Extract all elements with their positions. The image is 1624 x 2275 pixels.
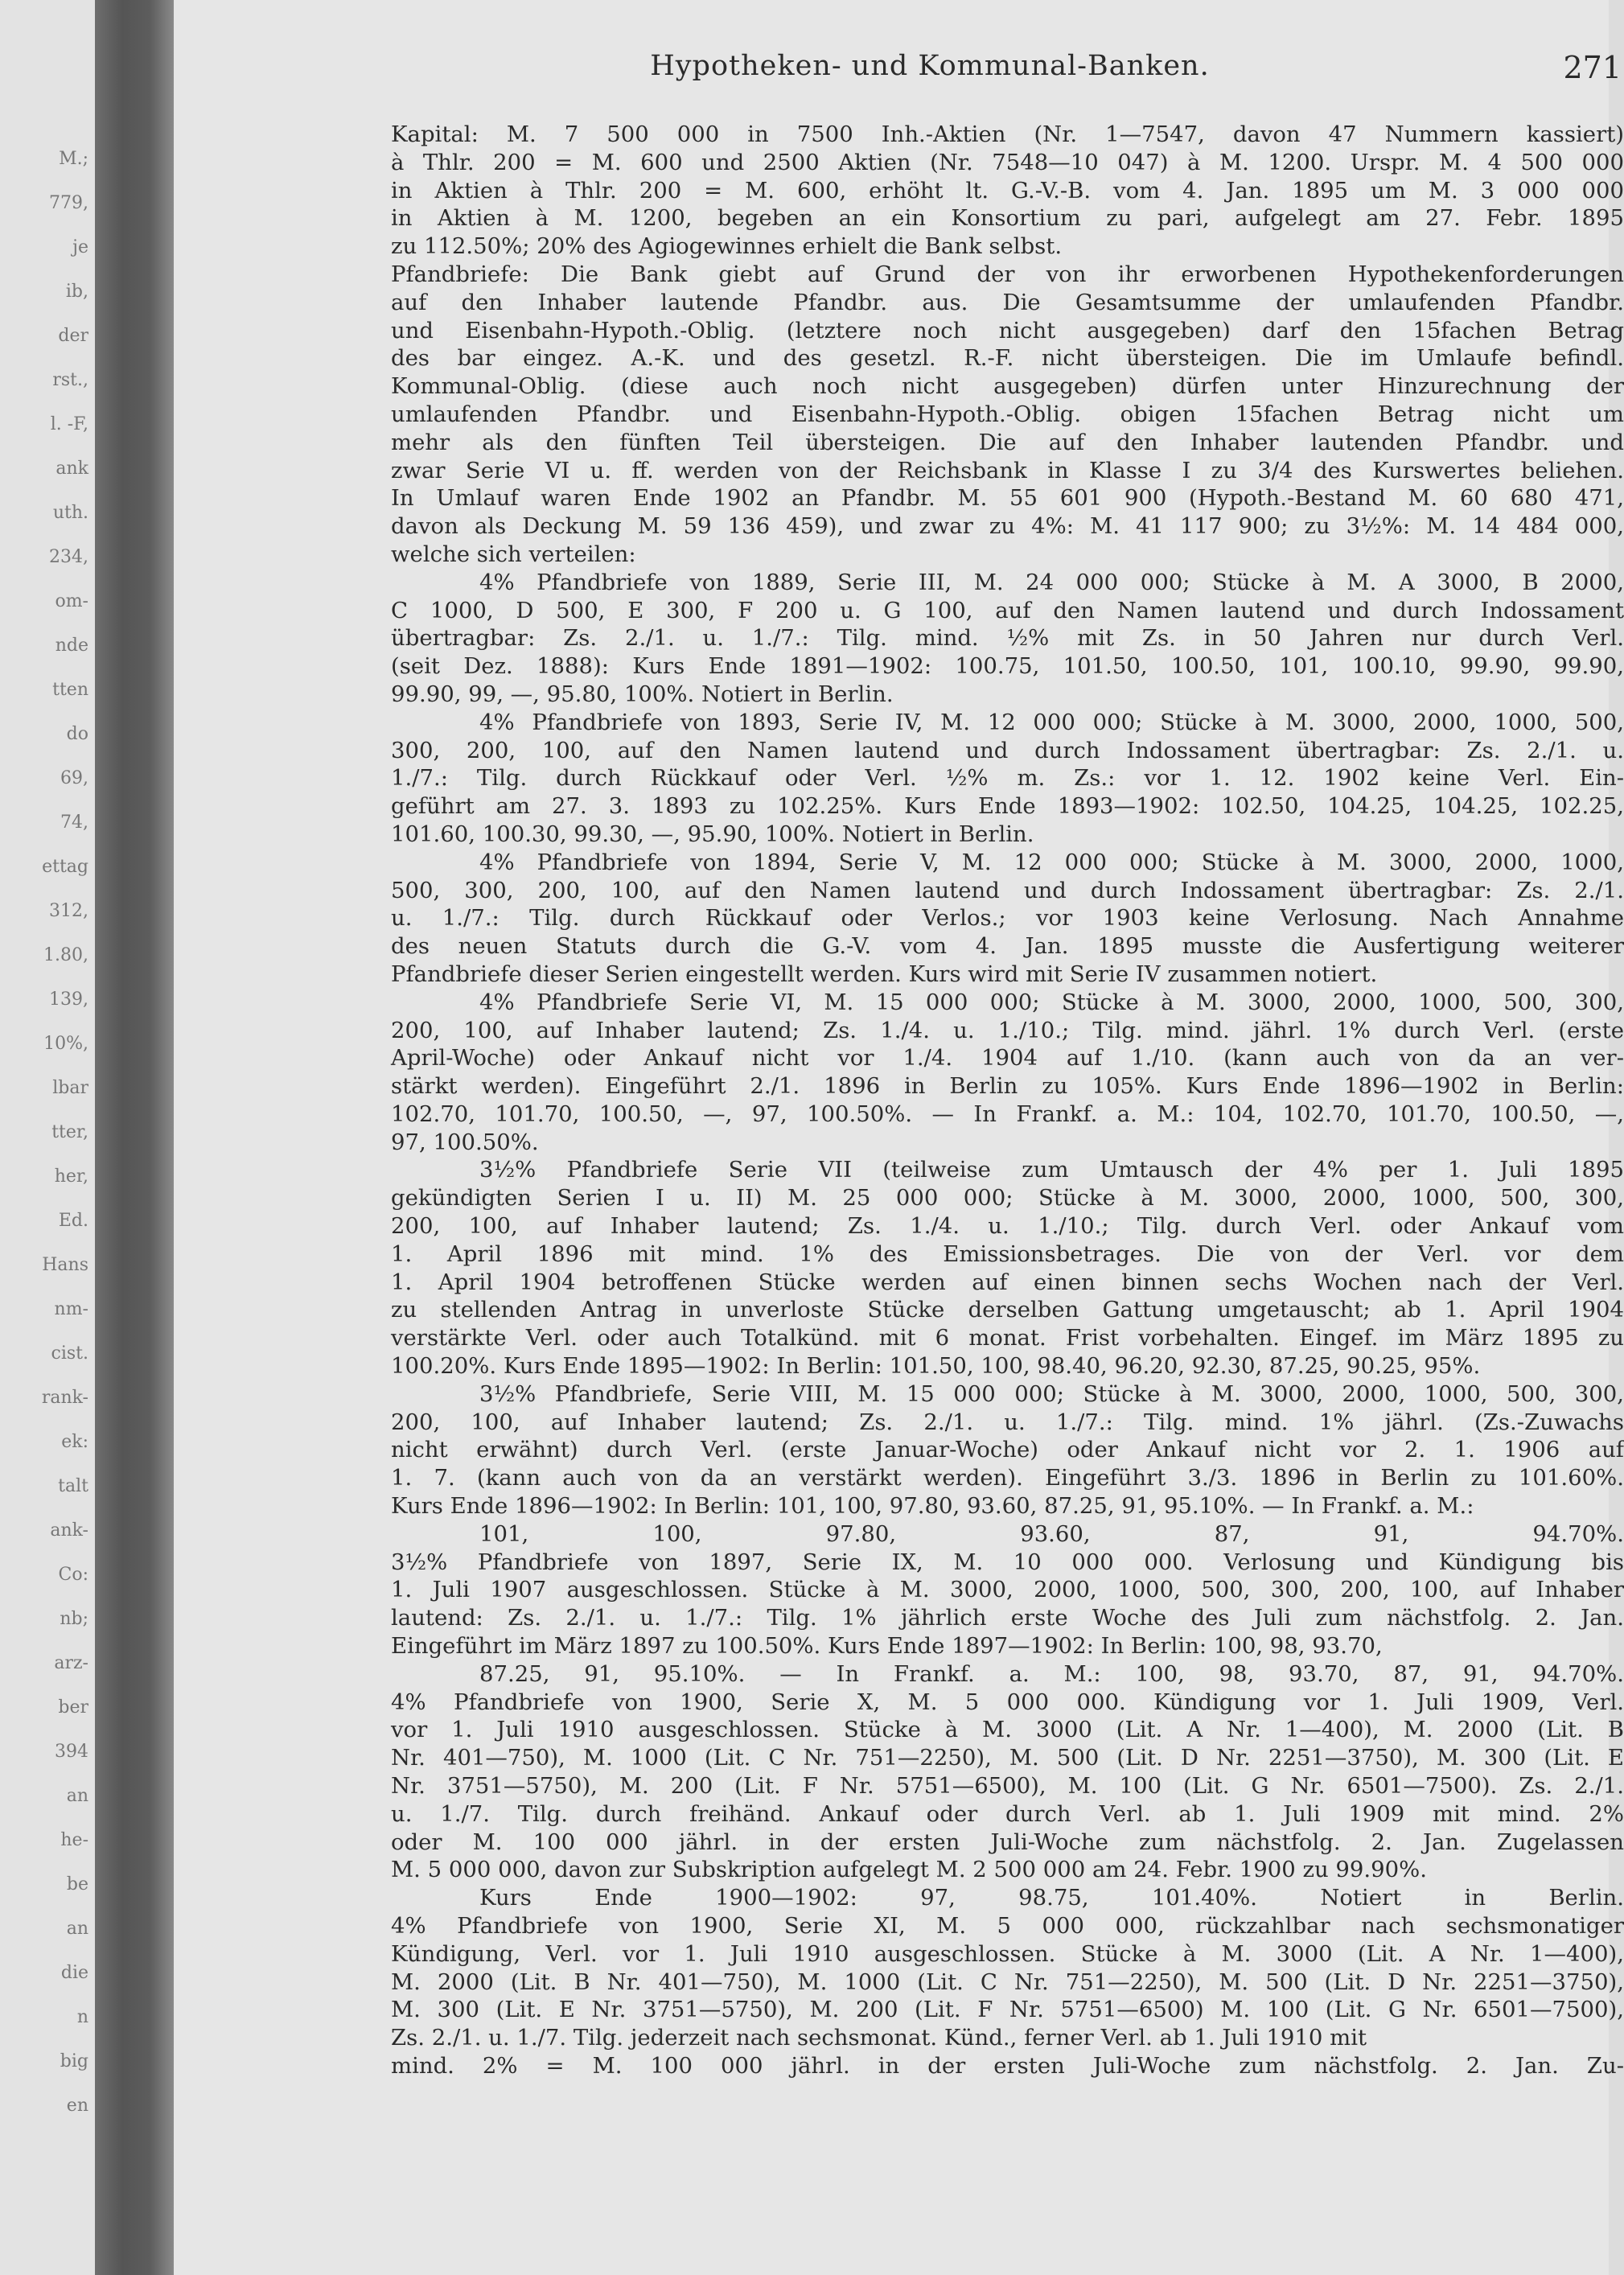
text-line: welche sich verteilen: xyxy=(391,541,636,567)
text-line: Kurs Ende 1896—1902: In Berlin: 101, 100, 97.80, 93.60, 87.25, 91, 95.10%. — In Frankf. a. M.: xyxy=(391,1493,1474,1520)
facing-page-fragment: talt xyxy=(58,1476,88,1496)
text-line: zu 112.50%; 20% des Agiogewinnes erhielt die Bank selbst. xyxy=(391,233,1063,260)
facing-page-fragment: do xyxy=(66,724,88,744)
text-line: 200, 100, auf Inhaber lautend; Zs. 2./1. u. 1./7.: Tilg. mind. 1% jährl. (Zs.-Zuwachs xyxy=(391,1409,1624,1435)
facing-page-fragment: nb; xyxy=(60,1609,88,1629)
text-line: 102.70, 101.70, 100.50, —, 97, 100.50%. — In Frankf. a. M.: 104, 102.70, 101.70, 100.50, —, xyxy=(391,1100,1624,1127)
facing-page-fragment: ettag xyxy=(42,857,88,877)
facing-page-fragment: ib, xyxy=(65,282,88,302)
text-line: oder M. 100 000 jährl. in der ersten Juli-Woche zum nächstfolg. 2. Jan. Zugelassen xyxy=(391,1829,1624,1855)
facing-page-fragment: 779, xyxy=(49,193,88,213)
text-line: M. 5 000 000, davon zur Subskription aufgelegt M. 2 500 000 am 24. Febr. 1900 zu 99.90%. xyxy=(391,1857,1428,1883)
facing-page-fragment: big xyxy=(60,2051,88,2071)
text-line: 4% Pfandbriefe von 1900, Serie XI, M. 5 000 000, rückzahlbar nach sechsmonatiger xyxy=(391,1913,1624,1939)
facing-page-fragment: an xyxy=(66,1919,88,1939)
text-line: mehr als den fünften Teil übersteigen. Die auf den Inhaber lautenden Pfandbr. und xyxy=(391,429,1624,455)
facing-page-fragment: lbar xyxy=(52,1078,88,1098)
text-line: davon als Deckung M. 59 136 459), und zwar zu 4%: M. 41 117 900; zu 3½%: M. 14 484 000, xyxy=(391,513,1624,540)
text-line: à Thlr. 200 = M. 600 und 2500 Aktien (Nr. 7548—10 047) à M. 1200. Urspr. M. 4 500 000 xyxy=(391,149,1624,175)
facing-page-fragment: n xyxy=(76,2007,88,2027)
facing-page-fragment: 10%, xyxy=(43,1034,88,1054)
text-line: Pfandbriefe dieser Serien eingestellt werden. Kurs wird mit Serie IV zusammen notiert. xyxy=(391,961,1378,987)
text-line: 3½% Pfandbriefe, Serie VIII, M. 15 000 000; Stücke à M. 3000, 2000, 1000, 500, 300, xyxy=(479,1380,1624,1407)
text-line: umlaufenden Pfandbr. und Eisenbahn-Hypoth.-Oblig. obigen 15fachen Betrag nicht um xyxy=(391,401,1624,427)
text-line: des bar eingez. A.-K. und des gesetzl. R.-F. nicht übersteigen. Die im Umlaufe befindl. xyxy=(391,345,1624,372)
text-line: (seit Dez. 1888): Kurs Ende 1891—1902: 100.75, 101.50, 100.50, 101, 100.10, 99.90, 99.90, xyxy=(391,653,1624,680)
facing-page-fragment: her, xyxy=(54,1166,88,1187)
text-line: gekündigten Serien I u. II) M. 25 000 000; Stücke à M. 3000, 2000, 1000, 500, 300, xyxy=(391,1185,1624,1212)
text-line: des neuen Statuts durch die G.-V. vom 4. Jan. 1895 musste die Ausfertigung weiterer xyxy=(391,933,1624,960)
facing-page-fragment: om- xyxy=(55,591,88,611)
text-line: Pfandbriefe: Die Bank giebt auf Grund der von ihr erworbenen Hypothekenforderungen xyxy=(391,261,1624,287)
facing-page-fragment: en xyxy=(66,2096,88,2116)
text-line: 3½% Pfandbriefe Serie VII (teilweise zum Umtausch der 4% per 1. Juli 1895 xyxy=(479,1157,1624,1183)
facing-page-fragment: rst., xyxy=(52,370,88,390)
text-line: Nr. 401—750), M. 1000 (Lit. C Nr. 751—2250), M. 500 (Lit. D Nr. 2251—3750), M. 300 (Lit. E xyxy=(391,1745,1624,1771)
text-line: mind. 2% = M. 100 000 jährl. in der ersten Juli-Woche zum nächstfolg. 2. Jan. Zu- xyxy=(391,2052,1624,2079)
text-line: Kapital: M. 7 500 000 in 7500 Inh.-Aktien (Nr. 1—7547, davon 47 Nummern kassiert) xyxy=(391,121,1624,147)
text-line: Nr. 3751—5750), M. 200 (Lit. F Nr. 5751—6500), M. 100 (Lit. G Nr. 6501—7500). Zs. 2./1. xyxy=(391,1773,1624,1800)
text-line: und Eisenbahn-Hypoth.-Oblig. (letztere noch nicht ausgegeben) darf den 15fachen Betrag xyxy=(391,317,1624,344)
text-line: in Aktien à M. 1200, begeben an ein Konsortium zu pari, aufgelegt am 27. Febr. 1895 xyxy=(391,205,1624,232)
book-page xyxy=(174,0,1624,2275)
text-line: nicht erwähnt) durch Verl. (erste Januar-Woche) oder Ankauf nicht vor 2. 1. 1906 auf xyxy=(391,1437,1624,1463)
facing-page-fragment: uth. xyxy=(52,503,88,523)
facing-page-fragment: rank- xyxy=(41,1388,88,1408)
text-line: 101, 100, 97.80, 93.60, 87, 91, 94.70%. xyxy=(479,1520,1624,1547)
facing-page-fragment: Co: xyxy=(58,1565,88,1585)
text-line: April-Woche) oder Ankauf nicht vor 1./4. 1904 auf 1./10. (kann auch von da an ver- xyxy=(391,1045,1624,1072)
text-line: Kommunal-Oblig. (diese auch noch nicht ausgegeben) dürfen unter Hinzurechnung der xyxy=(391,373,1624,400)
text-line: in Aktien à Thlr. 200 = M. 600, erhöht lt. G.-V.-B. vom 4. Jan. 1895 um M. 3 000 000 xyxy=(391,177,1624,204)
text-line: 3½% Pfandbriefe von 1897, Serie IX, M. 10 000 000. Verlosung und Kündigung bis xyxy=(391,1549,1624,1575)
text-line: Eingeführt im März 1897 zu 100.50%. Kurs Ende 1897—1902: In Berlin: 100, 98, 93.70, xyxy=(391,1633,1383,1660)
text-line: In Umlauf waren Ende 1902 an Pfandbr. M. 55 601 900 (Hypoth.-Bestand M. 60 680 471, xyxy=(391,485,1624,512)
facing-page-fragment: nm- xyxy=(54,1299,88,1319)
text-line: C 1000, D 500, E 300, F 200 u. G 100, auf den Namen lautend und durch Indossament xyxy=(391,597,1624,623)
text-line: stärkt werden). Eingeführt 2./1. 1896 in Berlin zu 105%. Kurs Ende 1896—1902 in Berlin: xyxy=(391,1073,1624,1100)
text-line: lautend: Zs. 2./1. u. 1./7.: Tilg. 1% jährlich erste Woche des Juli zum nächstfolg. 2. Jan. xyxy=(391,1605,1624,1631)
text-line: verstärkte Verl. oder auch Totalkünd. mit 6 monat. Frist vorbehalten. Eingef. im März 1895 zu xyxy=(391,1325,1624,1351)
text-line: 1./7.: Tilg. durch Rückkauf oder Verl. ½% m. Zs.: vor 1. 12. 1902 keine Verl. Ein- xyxy=(391,765,1624,792)
text-line: u. 1./7. Tilg. durch freihänd. Ankauf oder durch Verl. ab 1. Juli 1909 mit mind. 2% xyxy=(391,1800,1624,1827)
facing-page-fragment: cist. xyxy=(51,1343,88,1364)
facing-page-fragment: ank- xyxy=(50,1520,88,1541)
text-line: 200, 100, auf Inhaber lautend; Zs. 1./4. u. 1./10.; Tilg. mind. jährl. 1% durch Verl. (erste xyxy=(391,1017,1624,1043)
facing-page-fragment: 139, xyxy=(49,989,88,1010)
body-text xyxy=(391,121,1624,2244)
text-line: 1. April 1896 mit mind. 1% des Emissionsbetrages. Die von der Verl. vor dem xyxy=(391,1240,1624,1267)
facing-page-fragment: 312, xyxy=(49,901,88,921)
running-head: Hypotheken- und Kommunal-Banken. xyxy=(650,50,1210,82)
text-line: vor 1. Juli 1910 ausgeschlossen. Stücke à M. 3000 (Lit. A Nr. 1—400), M. 2000 (Lit. B xyxy=(391,1717,1624,1743)
text-line: 97, 100.50%. xyxy=(391,1129,539,1155)
facing-page-fragment: 1.80, xyxy=(43,945,88,965)
facing-page-fragment: arz- xyxy=(54,1653,88,1673)
text-line: 4% Pfandbriefe Serie VI, M. 15 000 000; Stücke à M. 3000, 2000, 1000, 500, 300, xyxy=(479,989,1624,1015)
page-header xyxy=(528,50,1622,90)
text-line: M. 2000 (Lit. B Nr. 401—750), M. 1000 (Lit. C Nr. 751—2250), M. 500 (Lit. D Nr. 2251—3750), xyxy=(391,1969,1624,1995)
text-line: 500, 300, 200, 100, auf den Namen lautend und durch Indossament übertragbar: Zs. 2./1. xyxy=(391,877,1624,903)
text-line: übertragbar: Zs. 2./1. u. 1./7.: Tilg. mind. ½% mit Zs. in 50 Jahren nur durch Verl. xyxy=(391,625,1624,652)
text-line: M. 300 (Lit. E Nr. 3751—5750), M. 200 (Lit. F Nr. 5751—6500) M. 100 (Lit. G Nr. 6501—7500), xyxy=(391,1997,1624,2023)
facing-page-fragment: 394 xyxy=(55,1742,88,1762)
facing-page-fragment: tter, xyxy=(51,1122,88,1142)
text-line: Kündigung, Verl. vor 1. Juli 1910 ausgeschlossen. Stücke à M. 3000 (Lit. A Nr. 1—400), xyxy=(391,1940,1624,1967)
text-line: Kurs Ende 1900—1902: 97, 98.75, 101.40%. Notiert in Berlin. xyxy=(479,1885,1624,1911)
text-line: 200, 100, auf Inhaber lautend; Zs. 1./4. u. 1./10.; Tilg. durch Verl. oder Ankauf vom xyxy=(391,1213,1624,1240)
text-line: 4% Pfandbriefe von 1889, Serie III, M. 24 000 000; Stücke à M. A 3000, B 2000, xyxy=(479,569,1624,595)
text-line: auf den Inhaber lautende Pfandbr. aus. Die Gesamtsumme der umlaufenden Pfandbr. xyxy=(391,289,1624,315)
facing-page-fragment: ank xyxy=(56,459,88,479)
facing-page-fragment: 69, xyxy=(60,768,88,788)
facing-page-fragment: Hans xyxy=(42,1255,88,1275)
facing-page-fragment: ek: xyxy=(61,1432,88,1452)
facing-page-fragment: der xyxy=(58,326,88,346)
text-line: 4% Pfandbriefe von 1893, Serie IV, M. 12 000 000; Stücke à M. 3000, 2000, 1000, 500, xyxy=(479,709,1624,735)
facing-page-fragment: he- xyxy=(60,1830,88,1850)
text-line: zu stellenden Antrag in unverloste Stücke derselben Gattung umgetauscht; ab 1. April 1904 xyxy=(391,1297,1624,1323)
text-line: 1. April 1904 betroffenen Stücke werden auf einen binnen sechs Wochen nach der Verl. xyxy=(391,1269,1624,1295)
book-gutter xyxy=(95,0,174,2275)
facing-page-fragment: an xyxy=(66,1786,88,1806)
text-line: u. 1./7.: Tilg. durch Rückkauf oder Verlos.; vor 1903 keine Verlosung. Nach Annahme xyxy=(391,905,1624,932)
text-line: 300, 200, 100, auf den Namen lautend und durch Indossament übertragbar: Zs. 2./1. u. xyxy=(391,737,1624,763)
text-line: Zs. 2./1. u. 1./7. Tilg. jederzeit nach sechsmonat. Künd., ferner Verl. ab 1. Juli 1910 mit xyxy=(391,2025,1367,2051)
facing-page-fragment: die xyxy=(60,1963,88,1983)
text-line: 101.60, 100.30, 99.30, —, 95.90, 100%. Notiert in Berlin. xyxy=(391,821,1034,847)
facing-page-fragment: 74, xyxy=(60,812,88,833)
text-line: 4% Pfandbriefe von 1900, Serie X, M. 5 000 000. Kündigung vor 1. Juli 1909, Verl. xyxy=(391,1689,1624,1715)
text-line: 1. Juli 1907 ausgeschlossen. Stücke à M. 3000, 2000, 1000, 500, 300, 200, 100, auf Inhaber xyxy=(391,1577,1624,1603)
facing-page-fragment: ber xyxy=(58,1697,88,1718)
left-page-margin xyxy=(0,0,95,2275)
text-line: 100.20%. Kurs Ende 1895—1902: In Berlin: 101.50, 100, 98.40, 96.20, 92.30, 87.25, 90.25, 95%. xyxy=(391,1353,1481,1380)
text-line: zwar Serie VI u. ff. werden von der Reichsbank in Klasse I zu 3/4 des Kurswertes beliehen. xyxy=(391,457,1624,483)
facing-page-fragment: Ed. xyxy=(58,1211,88,1231)
facing-page-fragment: tten xyxy=(52,680,88,700)
facing-page-fragment: 234, xyxy=(49,547,88,567)
facing-page-fragment: be xyxy=(66,1874,88,1894)
facing-page-fragment: l. -F, xyxy=(50,414,88,434)
text-line: 4% Pfandbriefe von 1894, Serie V, M. 12 000 000; Stücke à M. 3000, 2000, 1000, xyxy=(479,849,1624,875)
text-line: 99.90, 99, —, 95.80, 100%. Notiert in Berlin. xyxy=(391,681,894,707)
facing-page-fragment: je xyxy=(72,237,88,257)
text-line: geführt am 27. 3. 1893 zu 102.25%. Kurs Ende 1893—1902: 102.50, 104.25, 104.25, 102.25, xyxy=(391,793,1624,820)
text-line: 87.25, 91, 95.10%. — In Frankf. a. M.: 100, 98, 93.70, 87, 91, 94.70%. xyxy=(479,1660,1624,1687)
facing-page-fragment: M.; xyxy=(59,149,88,169)
page-number: 271 xyxy=(1563,50,1622,85)
facing-page-fragment: nde xyxy=(55,636,88,656)
text-line: 1. 7. (kann auch von da an verstärkt werden). Eingeführt 3./3. 1896 in Berlin zu 101.60%. xyxy=(391,1465,1624,1491)
